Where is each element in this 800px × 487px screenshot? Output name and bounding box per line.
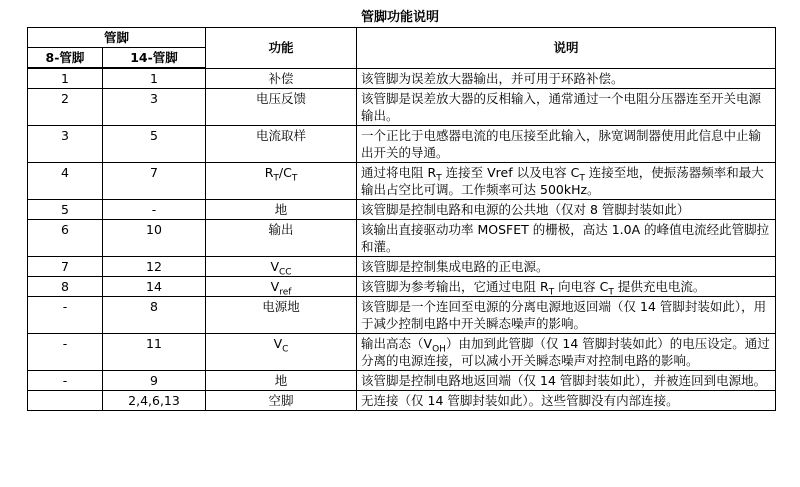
- table-row: [28, 220, 776, 257]
- pin8-cell: 3: [28, 126, 103, 163]
- pin8-cell: 7: [28, 257, 103, 277]
- function-symbol: V: [270, 259, 279, 274]
- description-subscript: OH: [432, 344, 446, 355]
- table-row: [28, 391, 776, 411]
- table-row: [28, 371, 776, 391]
- function-cell: 电压反馈: [206, 89, 357, 126]
- pin8-header: 8-管脚: [28, 48, 103, 69]
- table-row: [28, 89, 776, 126]
- pin8-cell: 6: [28, 220, 103, 257]
- function-cell: [206, 277, 357, 297]
- description-header: 说明: [357, 28, 776, 69]
- description-cell: 该管脚是误差放大器的反相输入，通常通过一个电阻分压器连至开关电源输出。: [357, 89, 776, 126]
- function-subscript: T: [273, 173, 279, 184]
- table-row: [28, 68, 776, 89]
- table-row: [28, 200, 776, 220]
- description-cell: 一个正比于电感器电流的电压接至此输入，脉宽调制器使用此信息中止输出开关的导通。: [357, 126, 776, 163]
- description-subscript: T: [548, 287, 555, 298]
- function-cell: [206, 257, 357, 277]
- pin8-cell: 4: [28, 163, 103, 200]
- pin14-header: 14-管脚: [103, 48, 206, 69]
- pin14-cell: 12: [103, 257, 206, 277]
- function-cell: [206, 334, 357, 371]
- description-cell: 该输出直接驱动功率 MOSFET 的栅极，高达 1.0A 的峰值电流经此管脚拉和灌。: [357, 220, 776, 257]
- description-subscript: T: [608, 287, 614, 298]
- description-cell: [357, 277, 776, 297]
- pin14-cell: 3: [103, 89, 206, 126]
- pin8-cell: -: [28, 334, 103, 371]
- function-symbol: R: [264, 165, 274, 180]
- description-cell: [357, 334, 776, 371]
- function-symbol: V: [270, 279, 280, 294]
- pin14-cell: 8: [103, 297, 206, 334]
- function-subscript: C: [282, 344, 289, 355]
- function-subscript: ref: [279, 287, 292, 298]
- pin8-cell: 8: [28, 277, 103, 297]
- pins-group-header: 管脚: [28, 28, 206, 48]
- pin14-cell: 11: [103, 334, 206, 371]
- function-cell: 空脚: [206, 391, 357, 411]
- pin14-cell: 2,4,6,13: [103, 391, 206, 411]
- pin8-cell: 2: [28, 89, 103, 126]
- table-row: [28, 297, 776, 334]
- pin8-cell: [28, 391, 103, 411]
- function-header: 功能: [206, 28, 357, 69]
- pin8-cell: -: [28, 371, 103, 391]
- pin14-cell: -: [103, 200, 206, 220]
- function-cell: [206, 163, 357, 200]
- description-text: 通过将电阻 R: [361, 165, 437, 180]
- description-subscript: T: [436, 173, 442, 184]
- description-text: 连接至地，使振荡器频率和最大输出占空比可调。工作频率可达 500kHz。: [361, 165, 764, 197]
- pin8-cell: -: [28, 297, 103, 334]
- function-cell: 补偿: [206, 68, 357, 89]
- function-subscript: T: [291, 173, 298, 184]
- table-row: [28, 277, 776, 297]
- pin14-cell: 7: [103, 163, 206, 200]
- function-cell: 电流取样: [206, 126, 357, 163]
- pin14-cell: 14: [103, 277, 206, 297]
- function-cell: 地: [206, 371, 357, 391]
- function-subscript: CC: [279, 267, 292, 278]
- function-symbol: /C: [278, 165, 292, 180]
- function-symbol: V: [273, 336, 283, 351]
- description-cell: 该管脚为误差放大器输出，并可用于环路补偿。: [357, 68, 776, 89]
- description-subscript: T: [579, 173, 585, 184]
- pin14-cell: 9: [103, 371, 206, 391]
- description-cell: 该管脚是控制电路地返回端（仅 14 管脚封装如此），并被连回到电源地。: [357, 371, 776, 391]
- table-row: [28, 334, 776, 371]
- pin14-cell: 1: [103, 68, 206, 89]
- description-cell: 该管脚是控制集成电路的正电源。: [357, 257, 776, 277]
- function-cell: 地: [206, 200, 357, 220]
- description-cell: 该管脚是一个连回至电源的分离电源地返回端（仅 14 管脚封装如此），用于减少控制电路中开关瞬态噪声的影响。: [357, 297, 776, 334]
- description-text: 向电容 C: [554, 279, 609, 294]
- description-cell: 无连接（仅 14 管脚封装如此）。这些管脚没有内部连接。: [357, 391, 776, 411]
- description-text: 该管脚为参考输出，它通过电阻 R: [361, 279, 549, 294]
- description-text: ）由加到此管脚（仅 14 管脚封装如此）的电压设定。通过分离的电源连接，可以减小开关瞬态噪声对控制电路的影响。: [361, 336, 770, 368]
- description-cell: 该管脚是控制电路和电源的公共地（仅对 8 管脚封装如此）: [357, 200, 776, 220]
- table-row: [28, 126, 776, 163]
- document-title: 管脚功能说明: [360, 10, 439, 25]
- pin8-cell: 5: [28, 200, 103, 220]
- function-cell: 电源地: [206, 297, 357, 334]
- pin8-cell: 1: [28, 68, 103, 89]
- description-text: 连接至 Vref 以及电容 C: [441, 165, 580, 180]
- pin-function-table: [27, 27, 776, 411]
- description-text: 提供充电电流。: [613, 279, 706, 294]
- table-row: [28, 163, 776, 200]
- description-text: 输出高态（V: [361, 336, 433, 351]
- pin14-cell: 5: [103, 126, 206, 163]
- table-row: [28, 257, 776, 277]
- function-cell: 输出: [206, 220, 357, 257]
- description-cell: [357, 163, 776, 200]
- pin14-cell: 10: [103, 220, 206, 257]
